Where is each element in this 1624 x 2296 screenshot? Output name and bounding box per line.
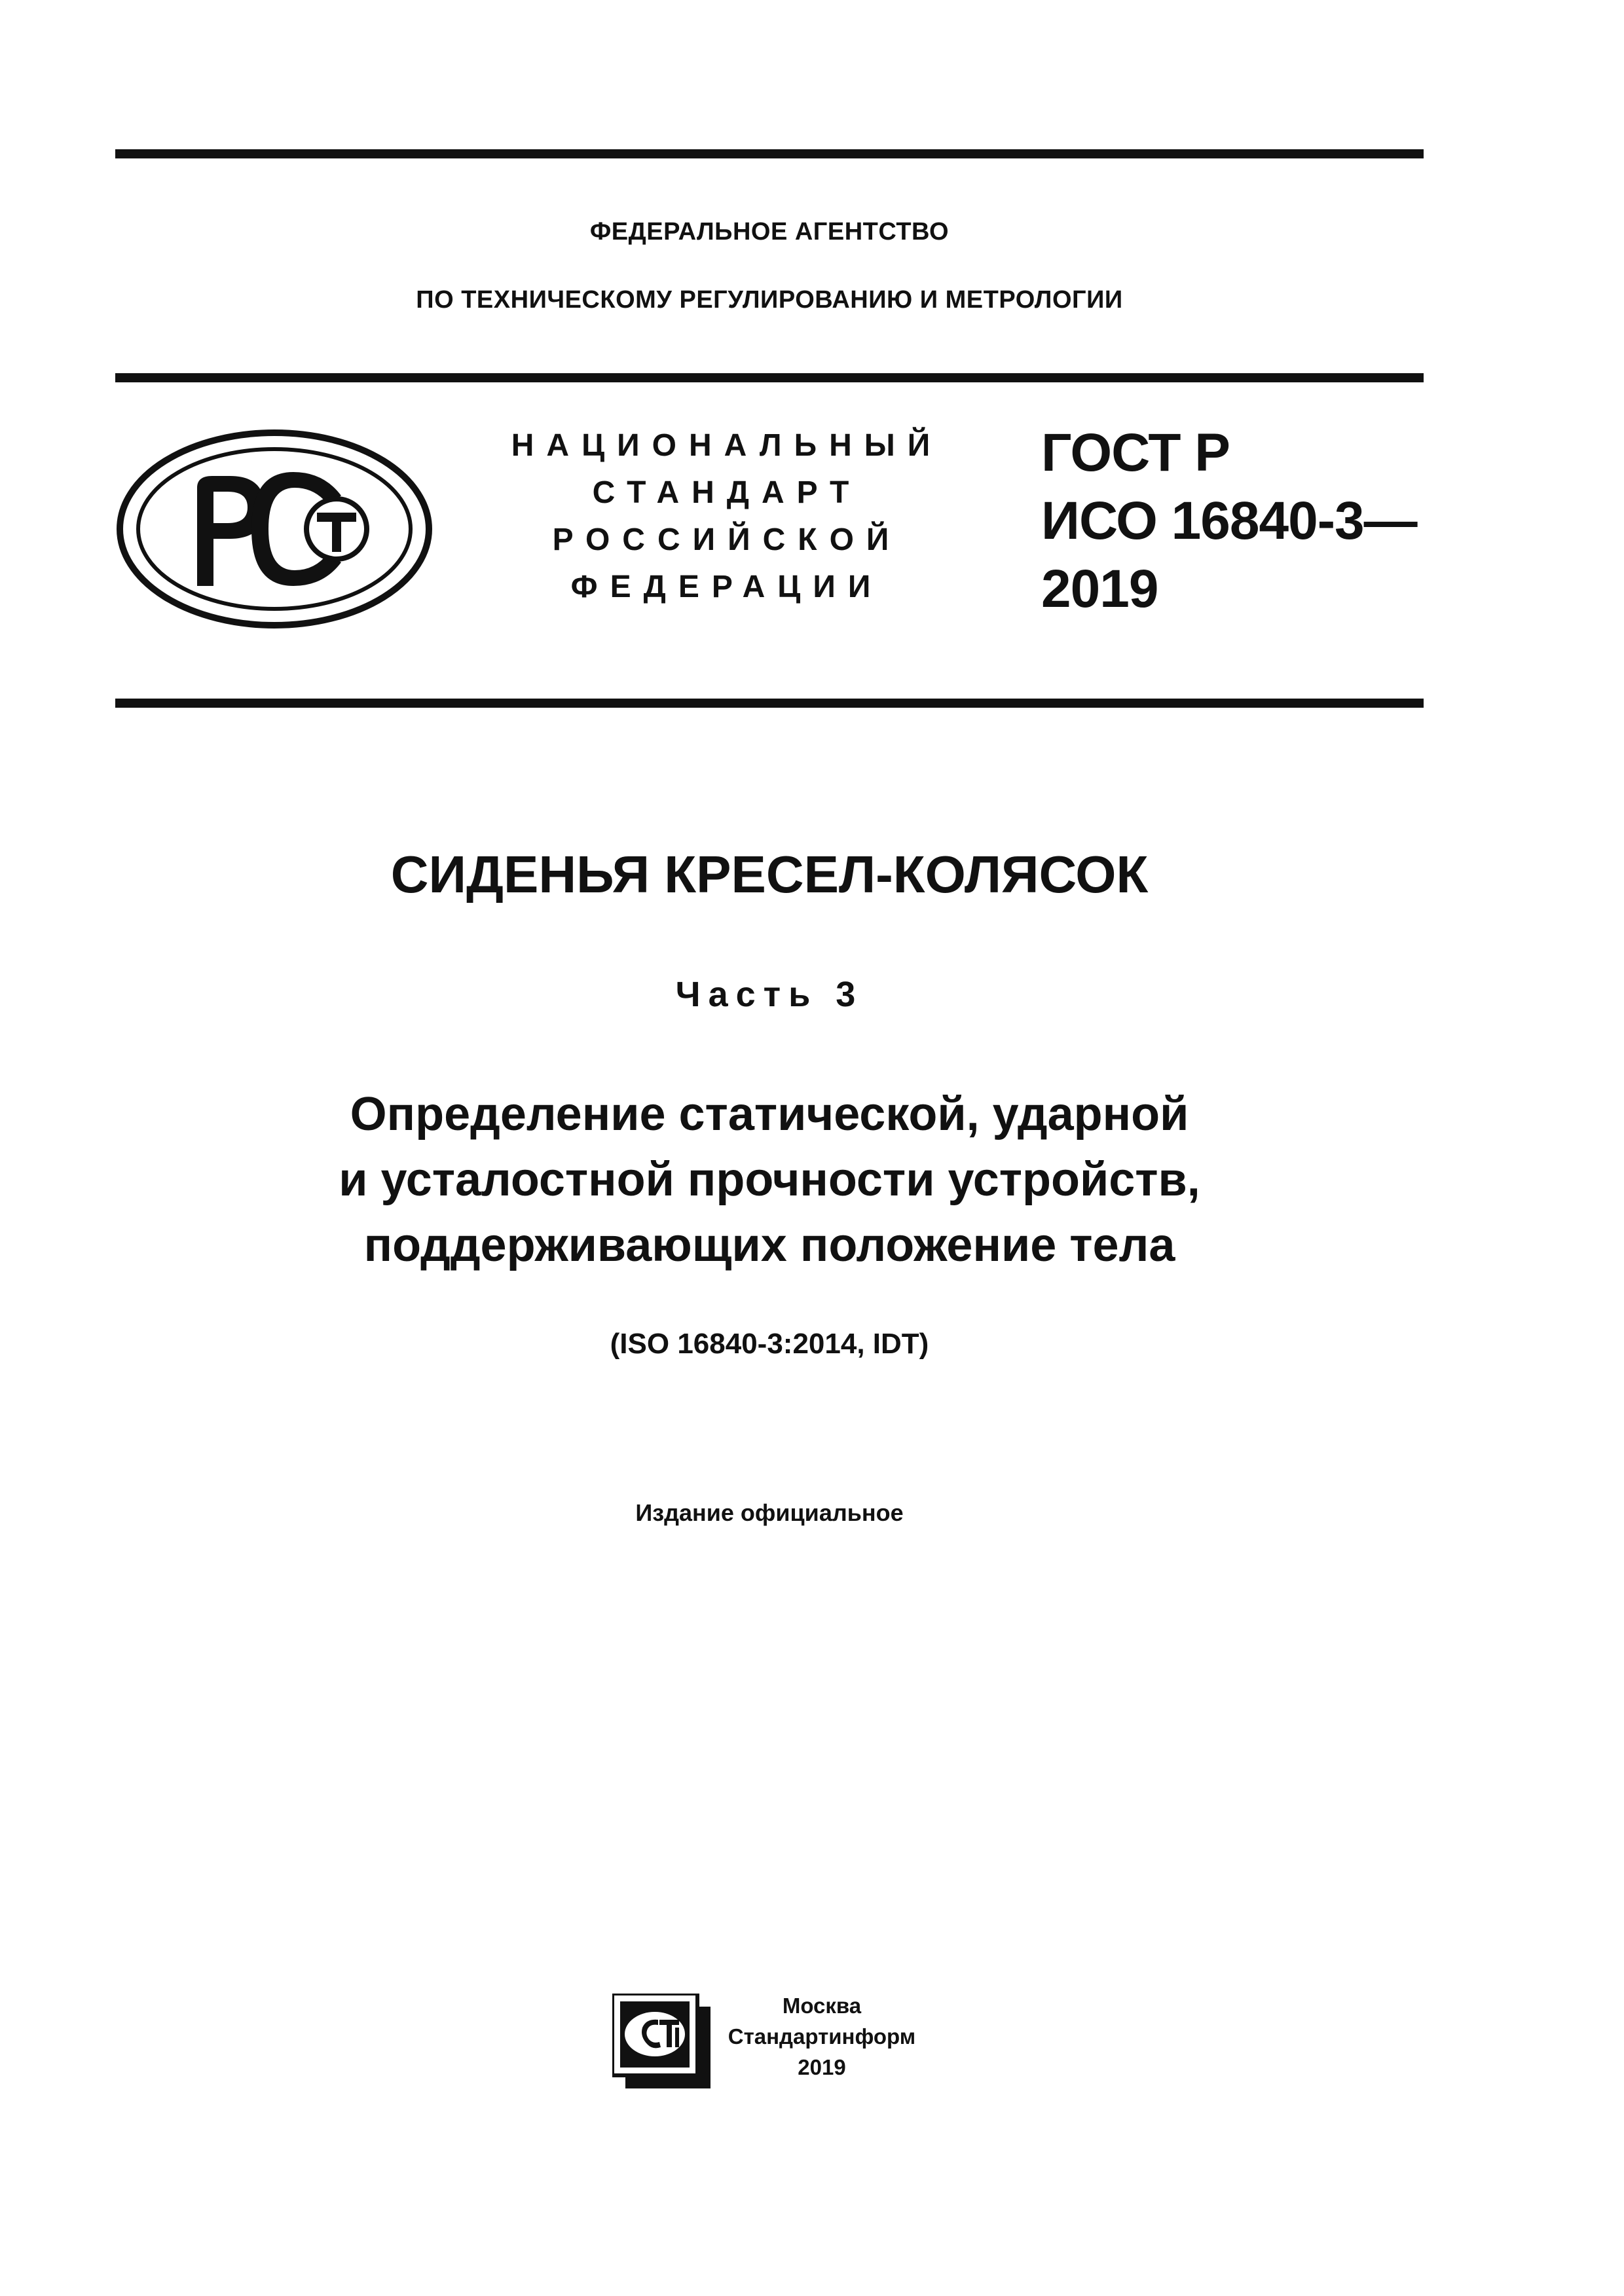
standartinform-logo-icon bbox=[612, 1994, 710, 2088]
iso-reference: (ISO 16840-3:2014, IDT) bbox=[610, 1328, 929, 1360]
rst-emblem-icon bbox=[115, 429, 434, 629]
document-subtitle bbox=[115, 1082, 1424, 1278]
edition-label: Издание официальное bbox=[635, 1499, 904, 1526]
header-rule bbox=[115, 373, 1424, 382]
title-block-rule bbox=[115, 699, 1424, 708]
national-line-3: РОССИЙСКОЙ bbox=[552, 522, 902, 557]
part-label: Часть 3 bbox=[675, 975, 864, 1014]
agency-line-1: ФЕДЕРАЛЬНОЕ АГЕНТСТВО bbox=[589, 218, 950, 246]
publisher-city: Москва bbox=[782, 1994, 862, 2018]
national-line-4: ФЕДЕРАЦИИ bbox=[570, 570, 883, 604]
national-standard-label bbox=[491, 422, 963, 611]
document-title: СИДЕНЬЯ КРЕСЕЛ-КОЛЯСОК bbox=[390, 845, 1149, 903]
national-line-2: СТАНДАРТ bbox=[592, 475, 862, 510]
publisher-block bbox=[720, 1990, 923, 2083]
designation-line-2: ИСО 16840-3— bbox=[1041, 491, 1417, 551]
agency-line-2: ПО ТЕХНИЧЕСКОМУ РЕГУЛИРОВАНИЮ И МЕТРОЛОГИИ bbox=[416, 286, 1123, 314]
designation-line-1: ГОСТ Р bbox=[1041, 423, 1230, 483]
standard-designation bbox=[1041, 419, 1417, 623]
designation-line-3: 2019 bbox=[1041, 559, 1158, 619]
subtitle-line-2: и усталостной прочности устройств, bbox=[339, 1154, 1200, 1206]
top-rule bbox=[115, 149, 1424, 158]
subtitle-line-3: поддерживающих положение тела bbox=[363, 1219, 1175, 1271]
publisher-name: Стандартинформ bbox=[728, 2024, 916, 2049]
subtitle-line-1: Определение статической, ударной bbox=[350, 1088, 1189, 1140]
national-line-1: НАЦИОНАЛЬНЫЙ bbox=[511, 428, 943, 463]
publisher-year: 2019 bbox=[798, 2055, 846, 2079]
